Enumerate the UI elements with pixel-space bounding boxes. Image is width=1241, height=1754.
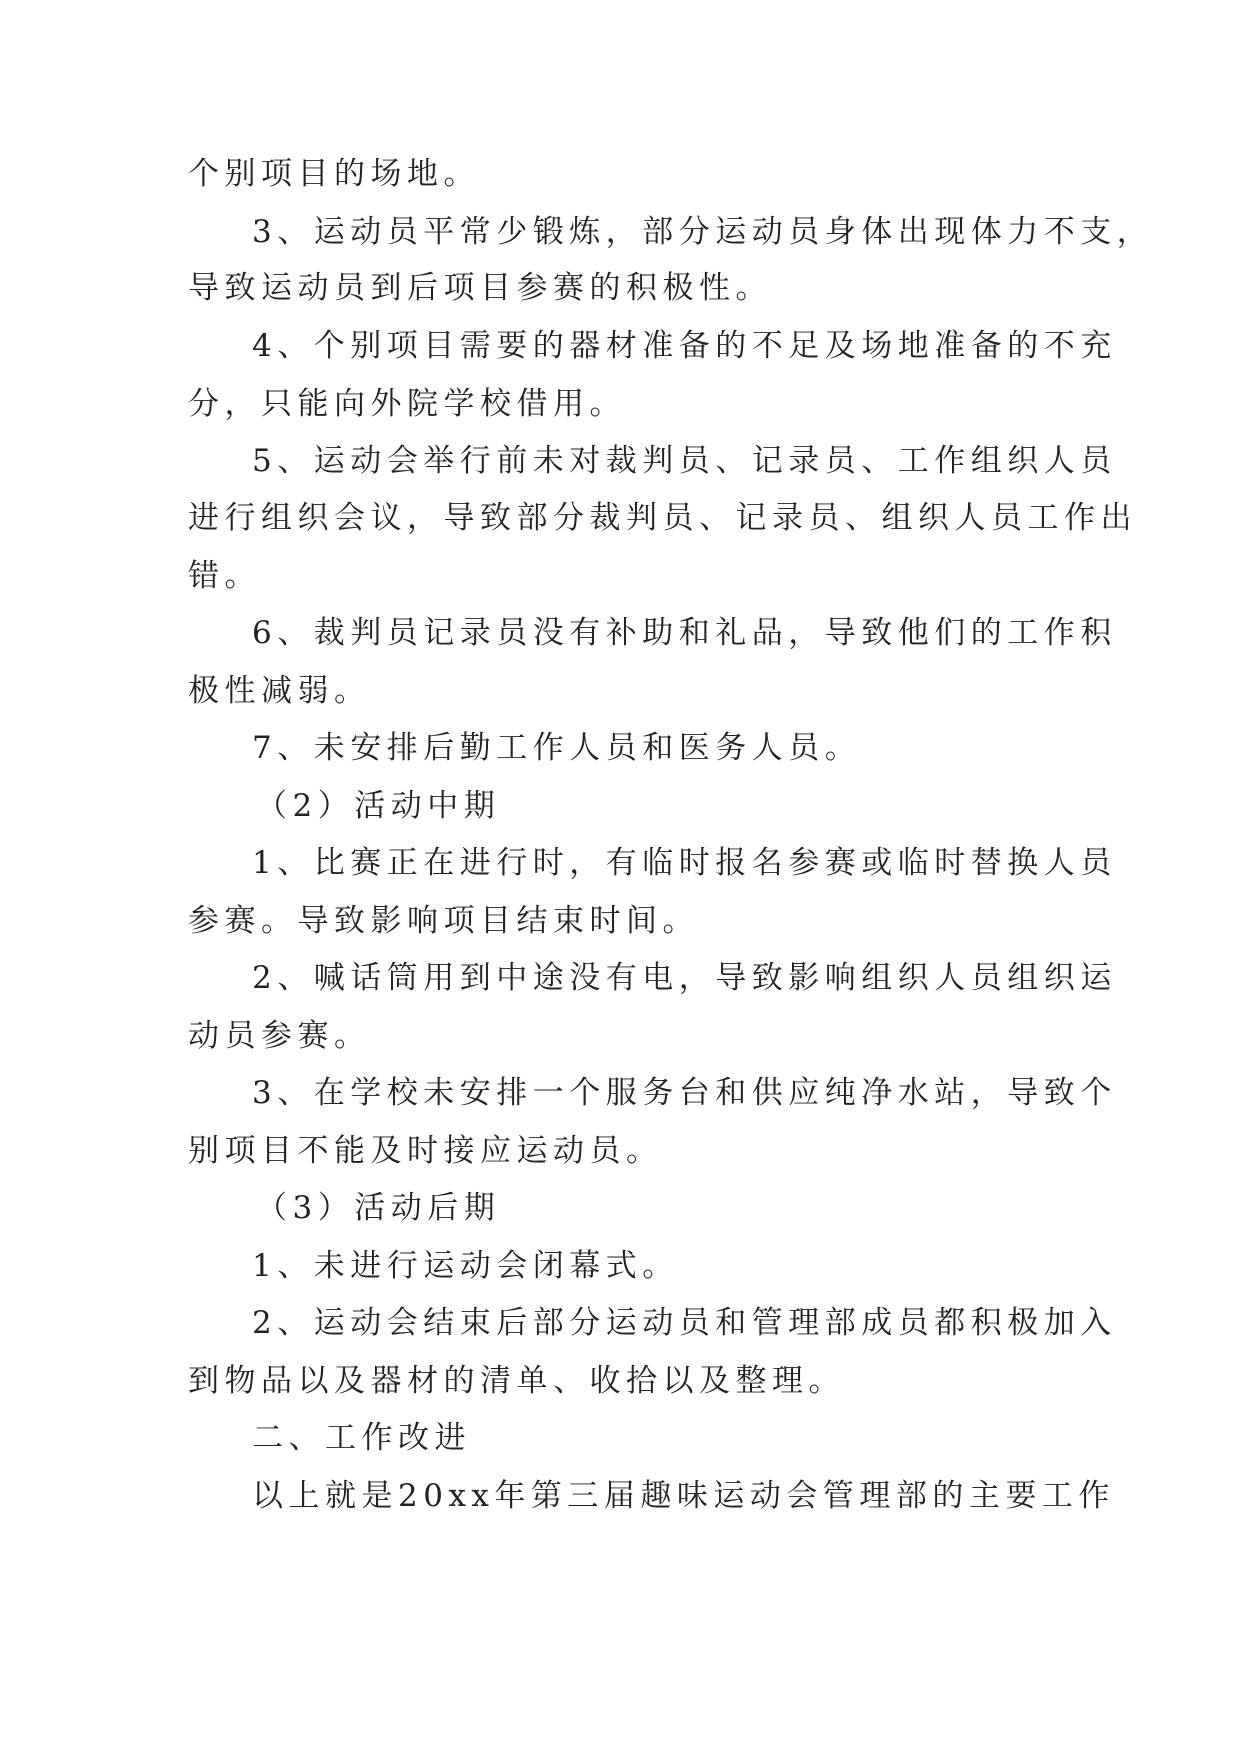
text-line: 别项目不能及时接应运动员。 [188, 1133, 663, 1169]
text-line: 参赛。导致影响项目结束时间。 [188, 903, 699, 939]
text-line: 导致运动员到后项目参赛的积极性。 [188, 270, 772, 306]
text-line: 极性减弱。 [188, 673, 371, 709]
text-line: 4、个别项目需要的器材准备的不足及场地准备的不充 [252, 328, 1117, 364]
text-line: 1、未进行运动会闭幕式。 [252, 1248, 679, 1284]
text-line: 2、运动会结束后部分运动员和管理部成员都积极加入 [252, 1305, 1117, 1341]
text-line: 到物品以及器材的清单、收拾以及整理。 [188, 1363, 845, 1399]
text-line: 5、运动会举行前未对裁判员、记录员、工作组织人员 [252, 443, 1117, 479]
section-heading: （3）活动后期 [256, 1190, 501, 1226]
text-line: 以上就是20xx年第三届趣味运动会管理部的主要工作 [252, 1478, 1115, 1514]
text-line: 分，只能向外院学校借用。 [188, 386, 626, 422]
text-line: 6、裁判员记录员没有补助和礼品，导致他们的工作积 [252, 615, 1117, 651]
text-line: 7、未安排后勤工作人员和医务人员。 [252, 730, 862, 766]
section-heading: （2）活动中期 [256, 788, 501, 824]
section-heading: 二、工作改进 [252, 1420, 471, 1456]
text-line: 2、喊话筒用到中途没有电，导致影响组织人员组织运 [252, 960, 1117, 996]
text-line: 个别项目的场地。 [188, 156, 480, 192]
text-line: 进行组织会议，导致部分裁判员、记录员、组织人员工作出 [188, 500, 1137, 536]
text-line: 3、运动员平常少锻炼，部分运动员身体出现体力不支， [252, 214, 1154, 250]
text-line: 1、比赛正在进行时，有临时报名参赛或临时替换人员 [252, 845, 1117, 881]
text-line: 3、在学校未安排一个服务台和供应纯净水站，导致个 [252, 1075, 1117, 1111]
text-line: 动员参赛。 [188, 1018, 371, 1054]
text-line: 错。 [188, 558, 261, 594]
